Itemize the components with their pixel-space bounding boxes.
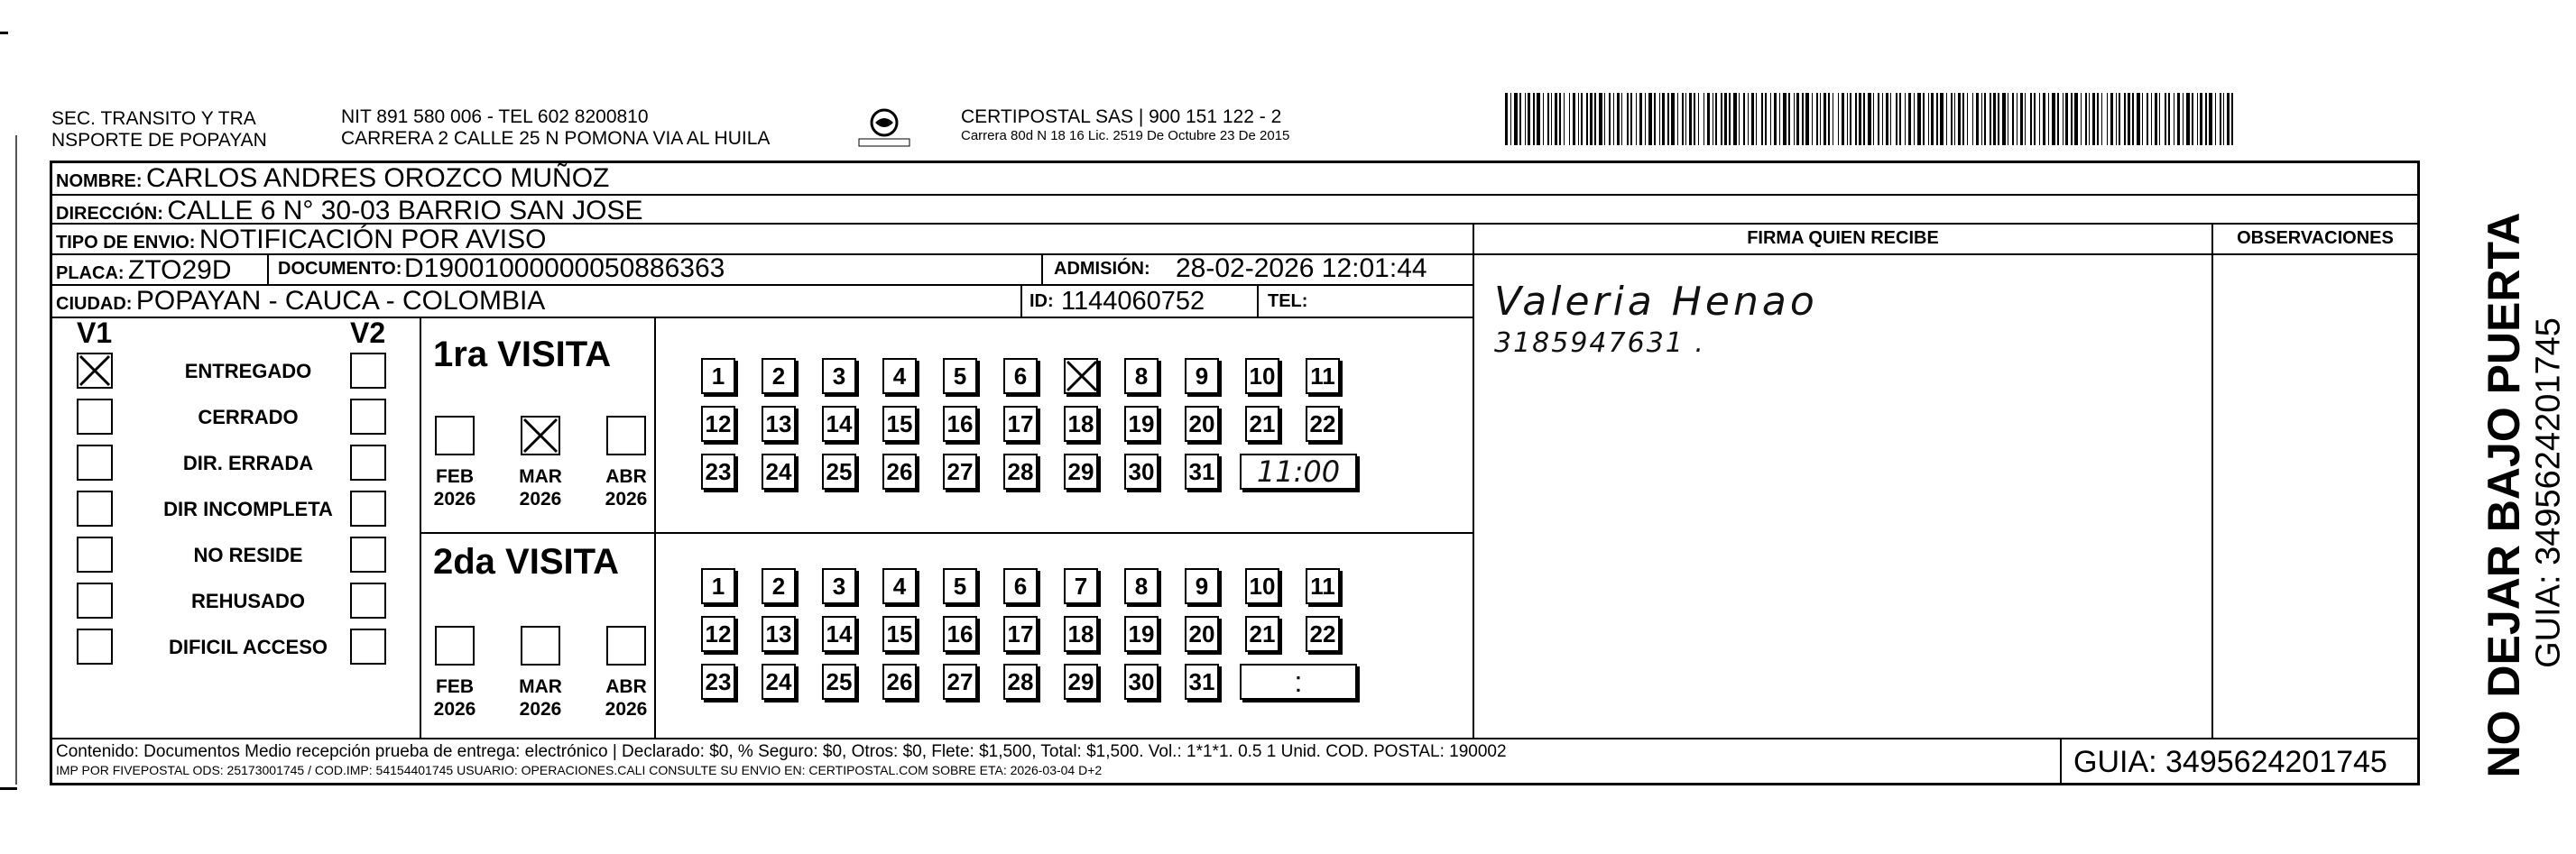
month-year: 2026 [519,489,562,510]
status-label: ENTREGADO [184,360,312,382]
day-box: 12 [701,616,735,652]
admision-value: 28-02-2026 12:01:44 [1176,253,1427,283]
day-box: 23 [701,664,735,700]
day-box: 28 [1003,454,1038,490]
status-v1-checkbox [77,537,113,573]
month-checkbox [435,626,475,666]
time-box: 11:00 [1240,454,1357,490]
ciudad-label: CIUDAD: [56,294,133,314]
day-box: 9 [1185,358,1219,394]
row-ciudad [52,286,1473,318]
month-checkbox [521,416,560,455]
entity-line-1: SEC. TRANSITO Y TRA [51,108,256,129]
divider [420,318,421,738]
divider [420,532,1473,534]
status-v1-checkbox [77,353,113,389]
time-box: : [1240,664,1357,700]
row-nombre [52,163,2417,196]
day-box: 16 [943,406,977,442]
status-label: DIR INCOMPLETA [163,498,333,520]
day-box: 7 [1064,568,1098,604]
day-box: 20 [1185,616,1219,652]
day-box: 6 [1003,568,1038,604]
side-guia: GUIA: 3495624201745 [2529,317,2568,668]
admision-label: ADMISIÓN: [1054,259,1150,279]
status-label: REHUSADO [191,590,305,612]
day-box: 26 [882,664,917,700]
month-year: 2026 [433,489,476,510]
day-box: 27 [943,664,977,700]
entity-name [51,108,267,152]
handwritten-phone: 3185947631 . [1494,327,1705,359]
month-label [428,465,482,510]
day-box: 11 [1306,358,1340,394]
month-year: 2026 [605,699,648,720]
day-box [1064,358,1098,394]
day-box: 19 [1124,406,1159,442]
nombre-label: NOMBRE: [56,171,143,191]
status-label: DIR. ERRADA [182,452,314,474]
day-box: 24 [762,454,796,490]
status-v2-checkbox [350,445,386,481]
day-box: 15 [882,406,917,442]
day-box: 1 [701,568,735,604]
x-mark-icon [78,354,111,387]
v1-label: V1 [77,317,113,349]
day-box: 5 [943,358,977,394]
status-v2-checkbox [350,399,386,435]
day-box: 14 [822,616,856,652]
second-visit-label: 2da VISITA [433,542,619,582]
company-line: CERTIPOSTAL SAS | 900 151 122 - 2 [961,106,1282,127]
status-v1-checkbox [77,445,113,481]
company-info [961,106,1289,144]
day-box: 20 [1185,406,1219,442]
observations-header: OBSERVACIONES [2237,228,2394,248]
no-dejar-bajo-puerta: NO DEJAR BAJO PUERTA [2479,212,2529,778]
day-box: 13 [762,406,796,442]
day-box: 18 [1064,406,1098,442]
day-box: 17 [1003,616,1038,652]
barcode-image [1505,93,2236,145]
day-box: 6 [1003,358,1038,394]
row-direccion [52,196,2417,225]
day-box: 8 [1124,568,1159,604]
divider [2060,738,2062,783]
placa-value: ZTO29D [128,255,232,285]
month-name: FEB [436,466,474,487]
month-label [428,675,482,721]
company-address: Carrera 80d N 18 16 Lic. 2519 De Octubre 23 De 2015 [961,128,1290,143]
nit-line: NIT 891 580 006 - TEL 602 8200810 [341,106,649,127]
status-label: CERRADO [198,406,299,428]
signature-header: FIRMA QUIEN RECIBE [1747,228,1939,248]
month-checkbox [606,626,646,666]
status-v2-checkbox [350,629,386,665]
day-box: 27 [943,454,977,490]
month-name: MAR [519,466,562,487]
ciudad-value: POPAYAN - CAUCA - COLOMBIA [135,286,546,316]
day-box: 3 [822,358,856,394]
day-box: 10 [1245,358,1279,394]
day-box: 29 [1064,664,1098,700]
month-checkbox [606,416,646,455]
day-box: 13 [762,616,796,652]
scan-edge-mark [0,32,8,34]
divider [1257,286,1259,318]
day-box: 24 [762,664,796,700]
day-box: 25 [822,454,856,490]
month-name: ABR [605,466,647,487]
status-v1-checkbox [77,399,113,435]
day-box: 2 [762,358,796,394]
month-name: ABR [605,676,647,697]
day-box: 8 [1124,358,1159,394]
status-label: NO RESIDE [193,544,303,566]
id-value: 1144060752 [1061,287,1205,316]
v2-label: V2 [350,317,386,349]
documento-label: DOCUMENTO: [278,259,402,279]
month-label [599,465,653,510]
day-box: 21 [1245,616,1279,652]
entity-line-2: NSPORTE DE POPAYAN [51,130,267,151]
divider [267,255,269,286]
day-box: 30 [1124,664,1159,700]
address-line: CARRERA 2 CALLE 25 N POMONA VIA AL HUILA [341,128,771,149]
x-mark-icon [1066,360,1098,392]
certipostal-logo-icon [857,106,911,152]
day-box: 30 [1124,454,1159,490]
entity-contact [341,106,770,150]
footer-line-2: IMP POR FIVEPOSTAL ODS: 25173001745 / COD.IMP: 54154401745 USUARIO: OPERACIONES.CALI CONSULTE SU ENVIO EN: CERTIPOSTAL.COM SOBRE ETA: 2026-03-04 D+2 [56,763,1103,777]
day-box: 25 [822,664,856,700]
x-mark-icon [522,418,559,454]
divider [2211,225,2213,738]
documento-value: D19001000000050886363 [404,253,725,283]
day-box: 4 [882,568,917,604]
tipo-label: TIPO DE ENVIO: [56,233,196,253]
day-box: 31 [1185,664,1219,700]
footer-line-1: Contenido: Documentos Medio recepción prueba de entrega: electrónico | Declarado: $0, % Seguro: $0, Otros: $0, Flete: $1,500, Total: $1,500. Vol.: 1*1*1. 0.5 1 Unid. COD. POSTAL: 190002 [56,742,1507,761]
day-box: 21 [1245,406,1279,442]
footer-guia: GUIA: 3495624201745 [2073,745,2387,779]
month-checkbox [521,626,560,666]
day-box: 26 [882,454,917,490]
divider [654,318,656,738]
day-box: 4 [882,358,917,394]
status-v2-checkbox [350,353,386,389]
barcode [1505,93,2236,145]
day-box: 11 [1306,568,1340,604]
status-v1-checkbox [77,583,113,619]
first-visit-label: 1ra VISITA [433,335,612,374]
month-name: FEB [436,676,474,697]
day-box: 18 [1064,616,1098,652]
tipo-value: NOTIFICACIÓN POR AVISO [199,225,547,254]
divider [1020,286,1022,318]
day-box: 5 [943,568,977,604]
month-name: MAR [519,676,562,697]
status-v2-checkbox [350,537,386,573]
scan-edge-line [15,135,17,785]
day-box: 12 [701,406,735,442]
day-box: 23 [701,454,735,490]
tel-label: TEL: [1268,291,1308,311]
month-label [513,465,568,510]
day-box: 22 [1306,616,1340,652]
month-checkbox [435,416,475,455]
month-year: 2026 [519,699,562,720]
id-label: ID: [1029,291,1054,311]
month-label [513,675,568,721]
day-box: 15 [882,616,917,652]
divider [1473,253,2417,255]
divider [1041,255,1043,286]
certipostal-logo [857,106,911,152]
day-box: 29 [1064,454,1098,490]
day-box: 14 [822,406,856,442]
status-v1-checkbox [77,629,113,665]
divider [52,738,2417,739]
side-panel [2427,189,2568,785]
day-box: 31 [1185,454,1219,490]
guide-form [50,161,2420,785]
day-box: 16 [943,616,977,652]
day-box: 22 [1306,406,1340,442]
status-v1-checkbox [77,491,113,527]
month-year: 2026 [605,489,648,510]
day-box: 2 [762,568,796,604]
row-tipo [52,225,1473,255]
nombre-value: CARLOS ANDRES OROZCO MUÑOZ [146,163,610,193]
divider [1473,225,1474,738]
placa-label: PLACA: [56,263,125,283]
day-box: 28 [1003,664,1038,700]
month-label [599,675,653,721]
handwritten-name: Valeria Henao [1494,279,1818,325]
direccion-label: DIRECCIÓN: [56,204,163,224]
day-box: 17 [1003,406,1038,442]
month-year: 2026 [433,699,476,720]
day-box: 19 [1124,616,1159,652]
day-box: 10 [1245,568,1279,604]
status-label: DIFICIL ACCESO [168,636,328,658]
status-v2-checkbox [350,491,386,527]
day-box: 1 [701,358,735,394]
status-v2-checkbox [350,583,386,619]
scan-edge-corner [0,787,17,790]
day-box: 3 [822,568,856,604]
day-box: 9 [1185,568,1219,604]
direccion-value: CALLE 6 N° 30-03 BARRIO SAN JOSE [167,196,643,225]
